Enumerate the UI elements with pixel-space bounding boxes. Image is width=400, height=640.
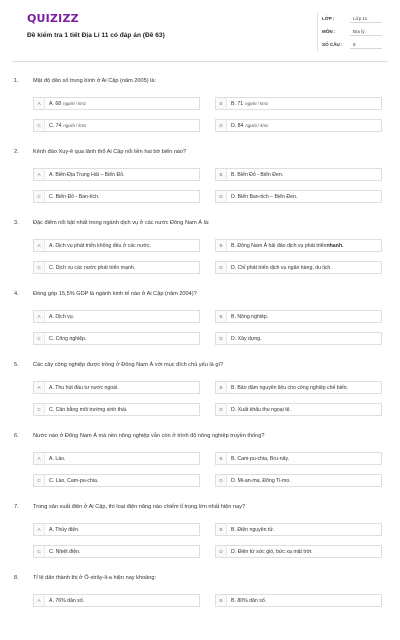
option-text: A. 76% dân số.	[49, 597, 85, 604]
option-letter-box: B	[215, 594, 226, 607]
option-body	[44, 261, 200, 274]
option-body	[226, 403, 382, 416]
option-body	[44, 403, 200, 416]
question-number: 6.	[14, 433, 19, 439]
question-item	[12, 72, 388, 143]
option-unit: người / km	[245, 101, 266, 106]
meta-row-count	[322, 38, 382, 51]
option-body	[226, 261, 382, 274]
option-letter-box: C	[33, 403, 44, 416]
answer-option[interactable]	[215, 239, 382, 252]
option-letter-box: B	[215, 523, 226, 536]
option-letter-box: D	[215, 261, 226, 274]
option-letter-box: A	[33, 381, 44, 394]
option-text: A. Biển Địa Trung Hải – Biển Đỏ.	[49, 171, 125, 178]
question-header	[12, 504, 245, 510]
option-letter-box: D	[215, 332, 226, 345]
option-superscript: 2	[265, 101, 268, 106]
option-text: D. Chỉ phát triển dịch vụ ngân hàng, du lịch.	[231, 264, 332, 271]
question-number: 4.	[14, 291, 19, 297]
option-letter-box: B	[215, 381, 226, 394]
option-letter-box: B	[215, 97, 226, 110]
option-letter-box: B	[215, 239, 226, 252]
option-body	[226, 190, 382, 203]
option-body	[44, 381, 200, 394]
question-header	[12, 78, 156, 84]
option-unit: người / km	[63, 123, 85, 128]
option-letter-box: A	[33, 523, 44, 536]
option-body	[226, 381, 382, 394]
answer-option[interactable]	[215, 310, 382, 323]
option-text: B. Cam-pu-chia, Bru-nây.	[231, 455, 290, 462]
option-letter-box: C	[33, 190, 44, 203]
option-body	[44, 545, 200, 558]
option-text: A. Lào.	[49, 455, 66, 462]
option-body	[44, 474, 200, 487]
option-body	[44, 310, 200, 323]
question-header	[12, 220, 210, 226]
question-number: 7.	[14, 504, 19, 510]
option-text: C. Lào, Cam-pu-chia.	[49, 477, 99, 484]
option-unit: người / km	[245, 123, 267, 128]
option-text: C. Biển Đỏ - Ban-tích.	[49, 193, 100, 200]
option-text: A. Dịch vụ phát triển không đều ở các nước.	[49, 242, 151, 249]
option-letter-box: C	[33, 474, 44, 487]
option-text: D. Xuất khẩu thu ngoại tệ.	[231, 406, 291, 413]
option-body	[226, 523, 382, 536]
option-body	[226, 119, 382, 132]
answer-option[interactable]	[215, 332, 382, 345]
option-letter-box: D	[215, 190, 226, 203]
meta-key: LỚP :	[322, 16, 335, 21]
question-text: Đặc điểm nổi bật nhất trong ngành dịch vụ ở các nước Đông Nam Á là:	[33, 220, 210, 226]
option-text: D. Xây dựng.	[231, 335, 262, 342]
option-letter-box: C	[33, 261, 44, 274]
option-body	[44, 239, 200, 252]
option-body	[44, 190, 200, 203]
option-letter-box: A	[33, 594, 44, 607]
answer-option[interactable]	[215, 403, 382, 416]
question-number: 5.	[14, 362, 19, 368]
answer-option[interactable]	[33, 403, 200, 416]
answer-option[interactable]	[33, 332, 200, 345]
question-header	[12, 362, 223, 368]
question-number: 1.	[14, 78, 19, 84]
option-letter-box: C	[33, 545, 44, 558]
question-item	[12, 498, 388, 569]
option-body	[44, 452, 200, 465]
option-text: B. Điện nguyên tử.	[231, 526, 275, 533]
option-body	[44, 523, 200, 536]
question-header	[12, 575, 156, 581]
option-body	[226, 97, 382, 110]
option-letter-box: A	[33, 310, 44, 323]
option-letter-box: A	[33, 239, 44, 252]
meta-value: Địa lý	[350, 27, 382, 36]
answer-option[interactable]	[33, 474, 200, 487]
option-letter-box: C	[33, 332, 44, 345]
answer-option[interactable]	[215, 452, 382, 465]
option-body	[44, 97, 200, 110]
answer-option[interactable]	[33, 452, 200, 465]
option-letter-box: B	[215, 168, 226, 181]
option-text: C. Cân bằng môi trường sinh thái.	[49, 406, 128, 413]
option-body	[226, 239, 382, 252]
option-body	[226, 474, 382, 487]
option-letter-box: A	[33, 168, 44, 181]
worksheet-header	[12, 0, 388, 62]
option-text: B. 71	[231, 100, 244, 107]
question-text: Tỉ lệ dân thành thị ở Ô-xtrây-li-a hiện nay khoảng:	[33, 575, 157, 581]
option-text: D. Điện từ sức gió, bức xạ mặt trời.	[231, 548, 313, 555]
option-text: B. Bảo đảm nguyên liệu cho công nghiệp chế biến.	[231, 384, 349, 391]
option-text: C. 74	[49, 122, 62, 129]
meta-row-class	[322, 12, 382, 25]
option-text: D. 84	[231, 122, 244, 129]
option-body	[226, 332, 382, 345]
answer-option[interactable]	[215, 594, 382, 607]
option-text: C. Nhiệt điện.	[49, 548, 81, 555]
option-body	[226, 310, 382, 323]
question-item	[12, 569, 388, 640]
option-text: D. Biển Ban-tích – Biển Đen.	[231, 193, 298, 200]
option-letter-box: C	[33, 119, 44, 132]
question-header	[12, 149, 186, 155]
answer-option[interactable]	[33, 381, 200, 394]
question-text: Trong sản xuất điện ở Ai Cập, thì loại điện năng nào chiếm tỉ trọng lớn nhất hiện nay?	[33, 504, 246, 510]
question-item	[12, 214, 388, 285]
option-text: A. Thủy điện.	[49, 526, 80, 533]
option-text: A. 68	[49, 100, 62, 107]
option-letter-box: D	[215, 119, 226, 132]
answer-option[interactable]	[215, 523, 382, 536]
answer-option[interactable]	[33, 190, 200, 203]
question-item	[12, 285, 388, 356]
option-unit: người / km	[63, 101, 84, 106]
option-letter-box: D	[215, 545, 226, 558]
option-body	[44, 168, 200, 181]
meta-value: Lớp 11	[350, 14, 382, 23]
option-body	[44, 332, 200, 345]
question-text: Các cây công nghiệp được trồng ở Đông Nam Á với mục đích chủ yếu là gì?	[33, 362, 224, 368]
answer-option[interactable]	[33, 310, 200, 323]
question-text: Kênh đào Xuy-ê qua lãnh thổ Ai Cập nối liền hai bờ biển nào?	[33, 149, 187, 155]
answer-option[interactable]	[33, 594, 200, 607]
meta-key: MÔN :	[322, 29, 336, 34]
question-item	[12, 427, 388, 498]
question-item	[12, 356, 388, 427]
answer-option[interactable]	[215, 381, 382, 394]
option-body	[226, 168, 382, 181]
question-header	[12, 291, 197, 297]
option-body	[44, 594, 200, 607]
worksheet-title: Đề kiểm tra 1 tiết Địa Lí 11 có đáp án (Đề 63)	[27, 32, 165, 39]
option-text: B. Đông Nam Á hải đảo dịch vụ phát triển	[231, 242, 327, 249]
option-text: C. Công nghiệp.	[49, 335, 87, 342]
option-text-bold: nhanh.	[326, 242, 344, 249]
question-item	[12, 143, 388, 214]
question-number: 3.	[14, 220, 19, 226]
answer-option[interactable]	[215, 190, 382, 203]
answer-option[interactable]	[33, 97, 200, 110]
option-body	[44, 119, 200, 132]
question-text: Mật độ dân số trung bình ở Ai Cập (năm 2005) là:	[33, 78, 157, 84]
option-body	[226, 545, 382, 558]
meta-key: SỐ CÂU :	[322, 42, 343, 47]
answer-option[interactable]	[215, 119, 382, 132]
question-list	[12, 72, 388, 640]
option-letter-box: D	[215, 403, 226, 416]
question-number: 2.	[14, 149, 19, 155]
option-letter-box: A	[33, 97, 44, 110]
option-letter-box: B	[215, 310, 226, 323]
answer-option[interactable]	[33, 239, 200, 252]
answer-option[interactable]	[215, 474, 382, 487]
option-text: B. 80% dân số.	[231, 597, 267, 604]
answer-option[interactable]	[215, 261, 382, 274]
option-text: A. Thu hút đầu tư nước ngoài.	[49, 384, 119, 391]
option-superscript: 2	[84, 123, 87, 128]
answer-option[interactable]	[33, 523, 200, 536]
answer-option[interactable]	[215, 97, 382, 110]
quizizz-logo: QUIZIZZ	[27, 12, 79, 25]
option-text: A. Dịch vụ.	[49, 313, 75, 320]
option-superscript: 2	[266, 123, 269, 128]
option-letter-box: B	[215, 452, 226, 465]
option-text: C. Dịch vụ các nước phát triển mạnh.	[49, 264, 136, 271]
question-number: 8.	[14, 575, 19, 581]
option-body	[226, 452, 382, 465]
meta-row-subject	[322, 25, 382, 38]
option-text: D. Mi-an-ma, Đông Ti-mo.	[231, 477, 291, 484]
option-letter-box: D	[215, 474, 226, 487]
meta-panel	[317, 12, 382, 51]
question-text: Nước nào ở Đông Nam Á mà nền nông nghiệp vẫn còn ở trình độ nông nghiệp truyền thống?	[33, 433, 265, 439]
meta-value: 8	[350, 40, 382, 49]
answer-option[interactable]	[33, 545, 200, 558]
answer-option[interactable]	[33, 261, 200, 274]
option-body	[226, 594, 382, 607]
answer-option[interactable]	[33, 168, 200, 181]
question-header	[12, 433, 265, 439]
answer-option[interactable]	[215, 168, 382, 181]
answer-option[interactable]	[215, 545, 382, 558]
option-text: B. Nông nghiệp.	[231, 313, 269, 320]
answer-option[interactable]	[33, 119, 200, 132]
option-text: B. Biển Đỏ - Biển Đen.	[231, 171, 284, 178]
option-superscript: 2	[83, 101, 86, 106]
option-letter-box: A	[33, 452, 44, 465]
question-text: Đóng góp 15,5% GDP là ngành kinh tế nào ở Ai Cập (năm 2004)?	[33, 291, 197, 297]
